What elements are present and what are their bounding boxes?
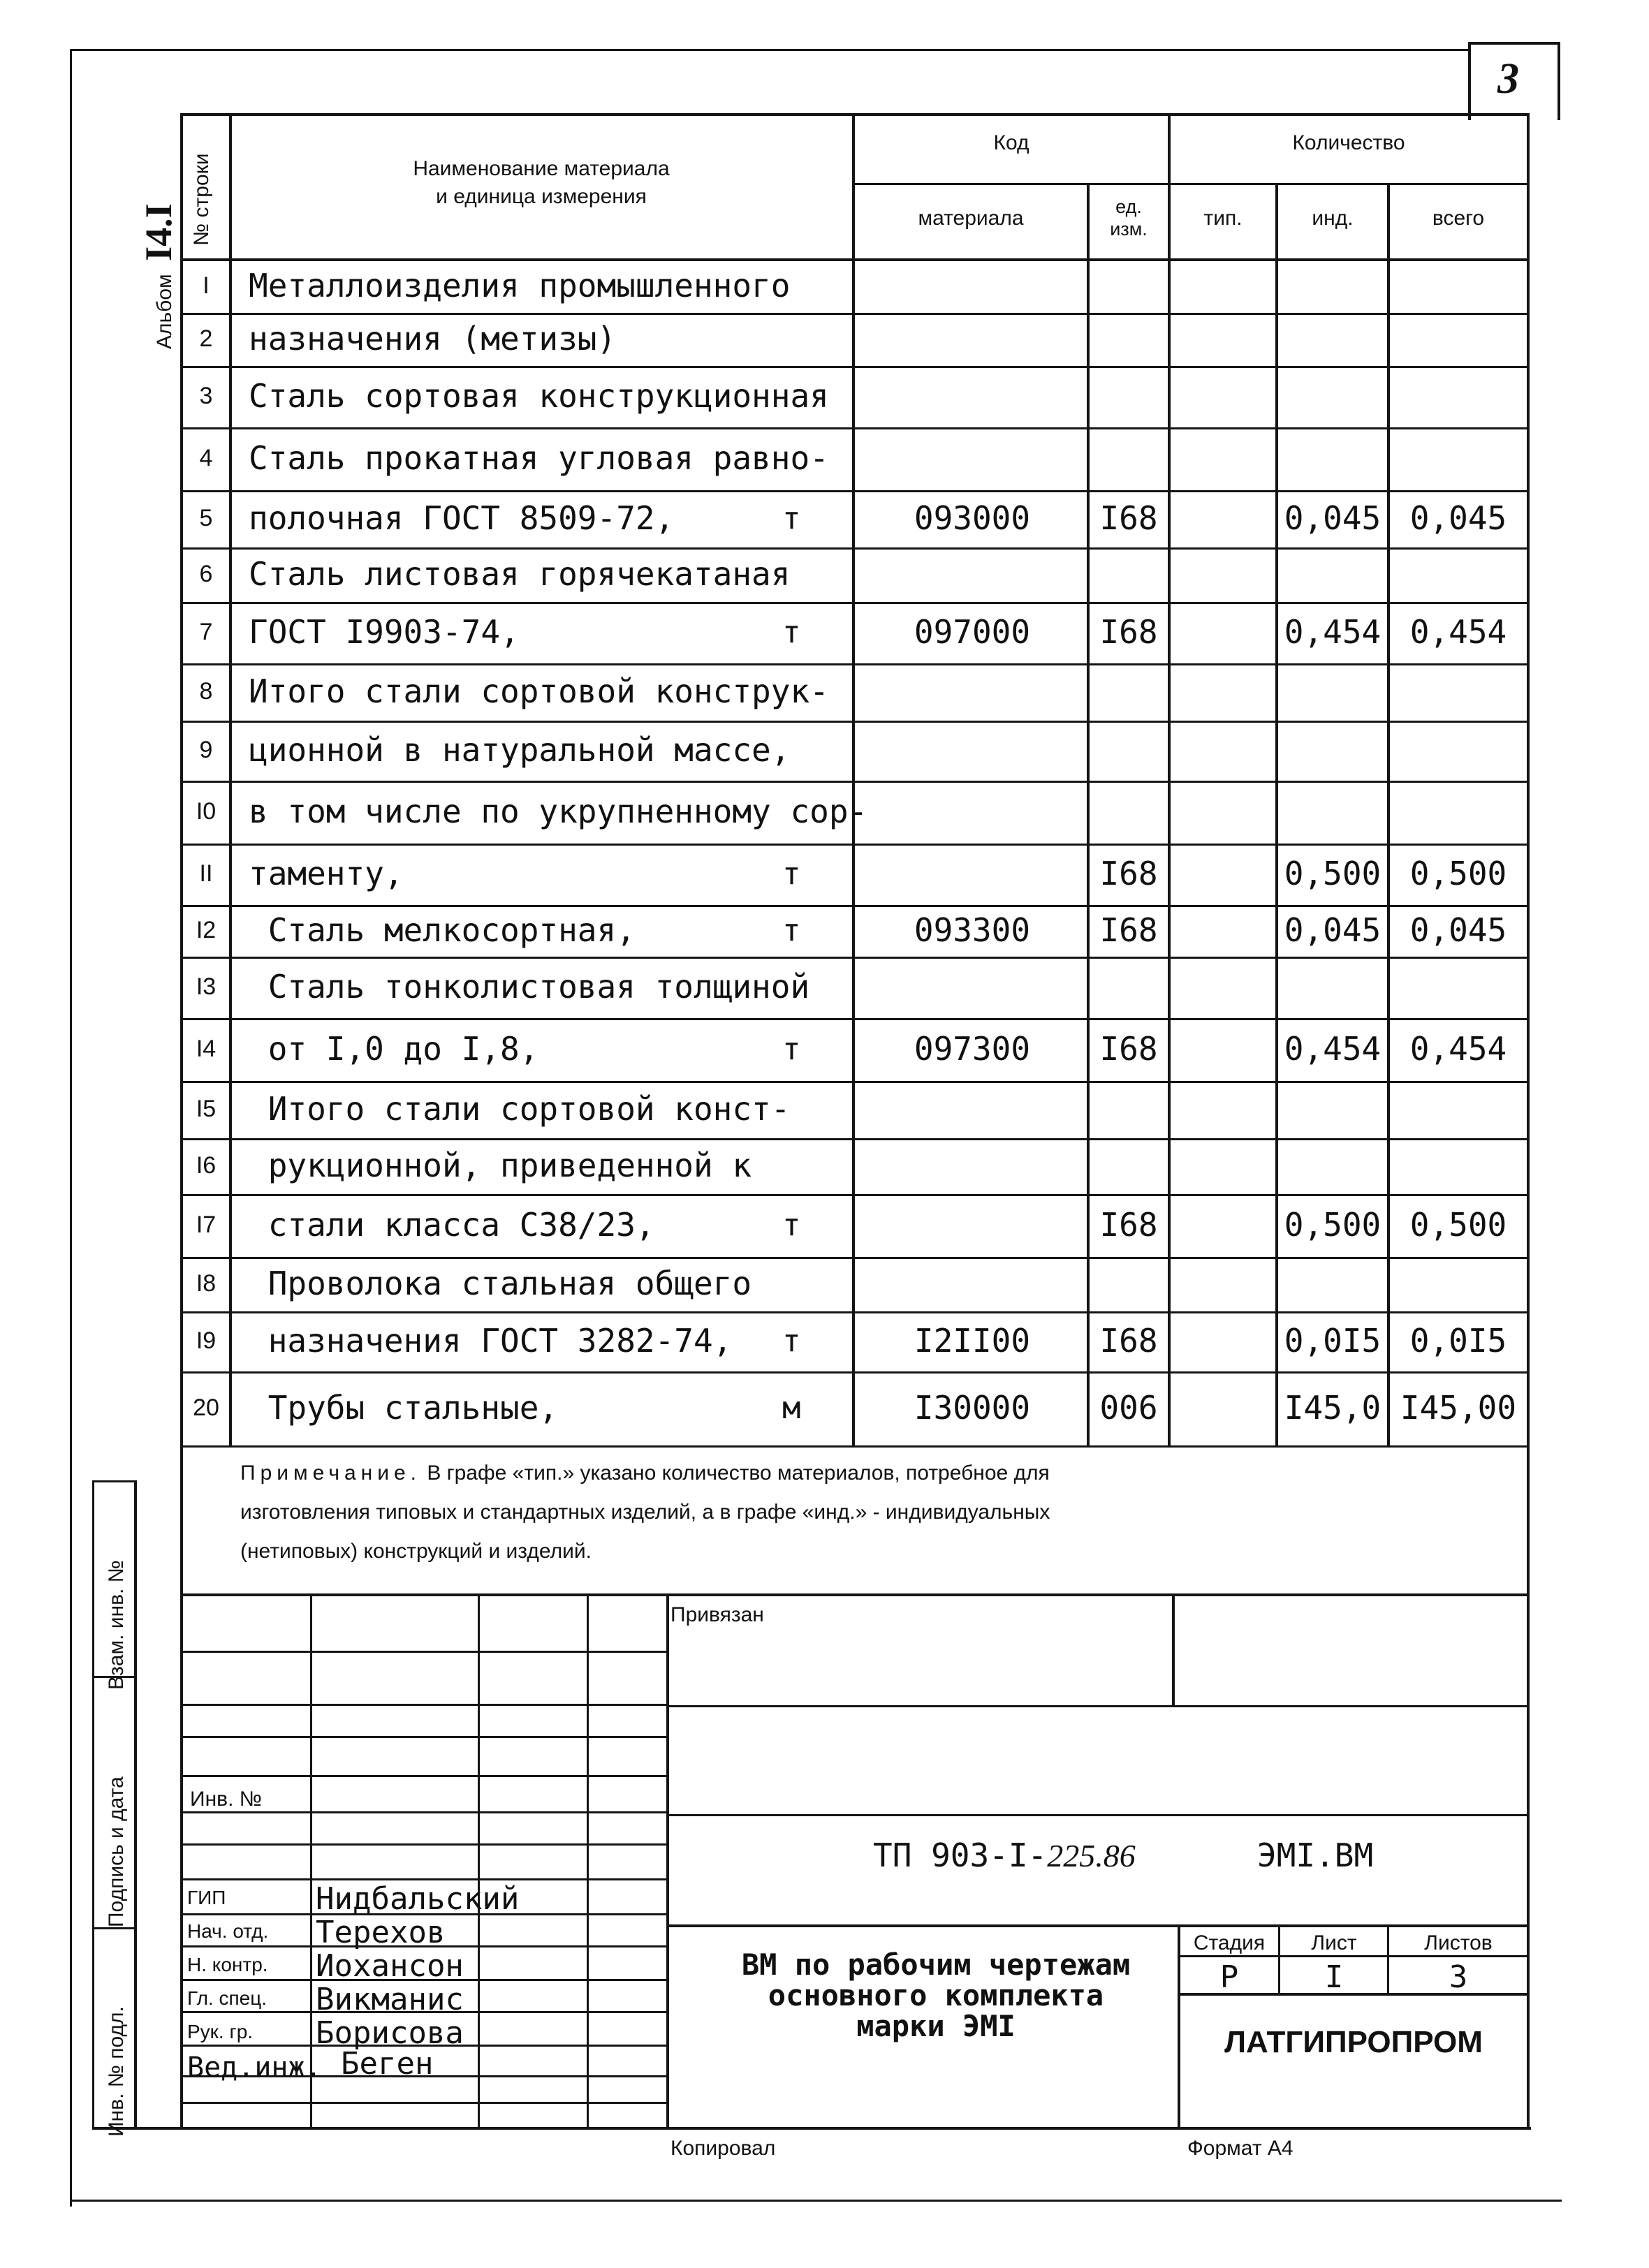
- qty-ind: 0,500: [1284, 1206, 1382, 1244]
- header-name: Наименование материала и единица измерения: [413, 157, 670, 208]
- row-number: 6: [199, 561, 213, 587]
- row-number: II: [199, 860, 213, 887]
- row-divider: [180, 313, 1530, 315]
- signature-role: Нач. отд.: [187, 1920, 269, 1942]
- qty-total: I45,00: [1400, 1389, 1517, 1427]
- qty-ind: 0,454: [1284, 613, 1382, 651]
- header-material: материала: [918, 207, 1024, 230]
- title-block-line: [666, 1593, 669, 2128]
- unit-code: I68: [1099, 1206, 1158, 1244]
- title-block-line: [92, 1480, 134, 1482]
- row-number: I8: [196, 1270, 217, 1297]
- title-block-line: [180, 1775, 666, 1777]
- material-code: 097000: [914, 613, 1031, 651]
- row-divider: [180, 366, 1530, 368]
- material-name: Сталь листовая горячекатаная: [249, 555, 791, 593]
- row-number: 2: [199, 325, 213, 352]
- material-name: от I,0 до I,8,: [249, 1030, 539, 1068]
- header-quantity: Количество: [1292, 131, 1405, 154]
- title-block-line: [180, 2102, 666, 2104]
- material-name: Сталь тонколистовая толщиной: [249, 968, 810, 1006]
- unit: т: [782, 913, 801, 948]
- note-label: Примечание.: [240, 1461, 421, 1485]
- material-name: назначения ГОСТ 3282-74,: [249, 1322, 733, 1360]
- unit-code: I68: [1099, 911, 1158, 949]
- material-name: Сталь прокатная угловая равно-: [249, 439, 829, 477]
- title-block-line: [180, 1736, 666, 1738]
- page-number-box: [1468, 42, 1560, 120]
- signature-name: Беген: [341, 2046, 434, 2082]
- signature-name: Иохансон: [316, 1948, 464, 1984]
- qty-ind: 0,500: [1284, 855, 1382, 892]
- material-name: рукционной, приведенной к: [249, 1147, 752, 1184]
- material-name: Металлоизделия промышленного: [249, 267, 791, 304]
- row-divider: [180, 663, 1530, 665]
- document-mark: ЭМI.ВМ: [1257, 1836, 1374, 1874]
- material-name: в том числе по укрупненному сор-: [249, 793, 868, 830]
- signature-role: ГИП: [187, 1887, 226, 1908]
- unit: т: [782, 614, 801, 650]
- title-block-line: [180, 1651, 666, 1653]
- side-label-inv-orig: Инв. № подл.: [105, 2006, 128, 2137]
- row-divider: [180, 490, 1530, 492]
- row-divider: [180, 1018, 1530, 1020]
- qty-total: 0,045: [1409, 499, 1507, 537]
- material-name: полочная ГОСТ 8509-72,: [249, 499, 675, 537]
- unit-code: I68: [1099, 1030, 1158, 1068]
- title-block-line: [180, 1811, 666, 1813]
- signature-name: Борисова: [316, 2015, 464, 2051]
- row-number: I5: [196, 1096, 217, 1122]
- title-block-line: [92, 1927, 134, 1929]
- row-divider: [180, 1257, 1530, 1259]
- material-name: Сталь мелкосортная,: [249, 911, 636, 949]
- sheets-label: Листов: [1424, 1931, 1493, 1954]
- stage-label: Стадия: [1193, 1931, 1266, 1954]
- row-divider: [180, 1311, 1530, 1313]
- material-name: Итого стали сортовой конструк-: [249, 672, 829, 710]
- row-number: 8: [199, 678, 213, 705]
- signature-name: Нидбальский: [316, 1881, 520, 1917]
- title-block-line: [1527, 1593, 1530, 2128]
- left-margin-line: [70, 49, 72, 2207]
- qty-total: 0,045: [1409, 911, 1507, 949]
- signature-role: Вед.инж.: [187, 2052, 322, 2084]
- privyazan-label: Привязан: [670, 1603, 764, 1626]
- unit-code: I68: [1099, 499, 1158, 537]
- row-number: I2: [196, 917, 217, 943]
- title-block-line: [478, 1593, 480, 2127]
- row-number: I: [203, 272, 210, 299]
- row-number: I4: [196, 1036, 217, 1062]
- title-block-line: [587, 1593, 589, 2127]
- material-code: 097300: [914, 1030, 1031, 1068]
- row-divider: [180, 1138, 1530, 1140]
- qty-total: 0,454: [1409, 1030, 1507, 1068]
- row-number: 9: [199, 737, 213, 763]
- stage-value: Р: [1219, 1959, 1239, 1995]
- row-number: I3: [196, 973, 217, 1000]
- unit-code: I68: [1099, 1322, 1158, 1360]
- unit-code: I68: [1099, 613, 1158, 651]
- bottom-line: [70, 2200, 1562, 2202]
- material-code: I30000: [914, 1389, 1031, 1427]
- title-block-line: [666, 1705, 1527, 1707]
- unit: м: [782, 1390, 801, 1426]
- signature-name: Терехов: [316, 1915, 446, 1950]
- signature-name: Викманис: [316, 1982, 464, 2017]
- header-code: Код: [993, 131, 1029, 154]
- unit-code: 006: [1099, 1389, 1158, 1427]
- sheet-label: Лист: [1311, 1931, 1357, 1954]
- qty-total: 0,0I5: [1409, 1322, 1507, 1360]
- material-name: назначения (метизы): [249, 320, 617, 358]
- album-label: Альбом I4.I: [138, 203, 179, 349]
- row-number: I0: [196, 798, 217, 825]
- title-block-line: [180, 1704, 666, 1706]
- top-border-line: [70, 49, 1468, 51]
- row-divider: [180, 957, 1530, 959]
- row-divider: [180, 1445, 1530, 1448]
- title-block-line: [92, 2127, 1531, 2130]
- title-block-line: [92, 1480, 94, 2130]
- row-number: I6: [196, 1152, 217, 1179]
- material-name: стали класса С38/23,: [249, 1206, 655, 1244]
- header-ind: инд.: [1312, 207, 1354, 230]
- row-number: I7: [196, 1212, 217, 1238]
- title-block-line: [180, 1593, 183, 2128]
- qty-ind: 0,454: [1284, 1030, 1382, 1068]
- title-block-line: [310, 1593, 312, 2127]
- row-divider: [180, 547, 1530, 550]
- row-number: 20: [193, 1394, 219, 1421]
- title-block-line: [666, 1924, 1527, 1927]
- row-divider: [180, 844, 1530, 846]
- unit: т: [782, 1031, 801, 1067]
- material-code: 093300: [914, 911, 1031, 949]
- side-label-sign-date: Подпись и дата: [105, 1776, 128, 1927]
- material-name: таменту,: [249, 855, 404, 892]
- material-name: ГОСТ I9903-74,: [249, 613, 520, 651]
- qty-ind: 0,0I5: [1284, 1322, 1382, 1360]
- material-name: Проволока стальная общего: [249, 1265, 752, 1302]
- row-divider: [180, 905, 1530, 907]
- row-divider: [180, 602, 1530, 604]
- row-divider: [180, 781, 1530, 783]
- row-divider: [180, 721, 1530, 723]
- qty-total: 0,500: [1409, 1206, 1507, 1244]
- material-name: ционной в натуральной массе,: [249, 731, 791, 769]
- row-divider: [180, 427, 1530, 429]
- document-number: ТП 903-I-225.86: [873, 1836, 1136, 1874]
- material-code: I2II00: [914, 1322, 1031, 1360]
- material-name: Итого стали сортовой конст-: [249, 1090, 791, 1128]
- row-divider: [180, 1371, 1530, 1374]
- material-name: Сталь сортовая конструкционная: [249, 377, 829, 415]
- title-block-line: [1278, 1924, 1280, 1993]
- qty-ind: 0,045: [1284, 911, 1382, 949]
- qty-total: 0,454: [1409, 613, 1507, 651]
- sheet-value: I: [1324, 1959, 1344, 1995]
- document-title: ВМ по рабочим чертежам основного комплекта марки ЭМI: [741, 1947, 1131, 2043]
- organization: ЛАТГИПРОПРОМ: [1224, 2025, 1483, 2059]
- note: Примечание. В графе «тип.» указано количество материалов, потребное для изготовления типовых и стандартных изделий, а в графе «инд.» - индивидуальных (нетиповых) конструкций и изделий.: [240, 1461, 1050, 1563]
- header-unit-code: ед. изм.: [1110, 196, 1148, 240]
- title-block-line: [180, 1843, 666, 1846]
- title-block-line: [1178, 1955, 1527, 1957]
- qty-total: 0,500: [1409, 855, 1507, 892]
- title-block-line: [1387, 1924, 1389, 1993]
- unit: т: [782, 856, 801, 892]
- row-divider: [180, 1194, 1530, 1196]
- material-name: Трубы стальные,: [249, 1389, 559, 1427]
- row-number: 5: [199, 505, 213, 531]
- footer-copied: Копировал: [670, 2137, 776, 2160]
- row-number: I9: [196, 1327, 217, 1354]
- row-number: 4: [199, 445, 213, 471]
- title-block-line: [666, 1814, 1527, 1816]
- side-label-replace-inv: Взам. инв. №: [105, 1560, 128, 1690]
- title-block-line: [134, 1480, 137, 2130]
- unit: т: [782, 501, 801, 536]
- qty-ind: I45,0: [1284, 1389, 1382, 1427]
- header-typ: тип.: [1203, 207, 1243, 230]
- title-block-line: [180, 1878, 666, 1880]
- unit: т: [782, 1323, 801, 1359]
- page-number: 3: [1497, 55, 1519, 103]
- material-code: 093000: [914, 499, 1031, 537]
- sheets-value: 3: [1449, 1959, 1468, 1995]
- signature-role: Рук. гр.: [187, 2021, 254, 2042]
- row-number: 7: [199, 619, 213, 645]
- signature-role: Н. контр.: [187, 1954, 268, 1975]
- header-total: всего: [1432, 207, 1485, 230]
- unit-code: I68: [1099, 855, 1158, 892]
- qty-ind: 0,045: [1284, 499, 1382, 537]
- signature-role: Гл. спец.: [187, 1987, 267, 2009]
- inv-no-label: Инв. №: [190, 1788, 262, 1811]
- header-row-no: № строки: [190, 153, 213, 246]
- row-divider: [180, 1081, 1530, 1083]
- row-number: 3: [199, 383, 213, 409]
- title-block-line: [1172, 1593, 1175, 1705]
- unit: т: [782, 1207, 801, 1243]
- footer-format: Формат А4: [1187, 2137, 1293, 2160]
